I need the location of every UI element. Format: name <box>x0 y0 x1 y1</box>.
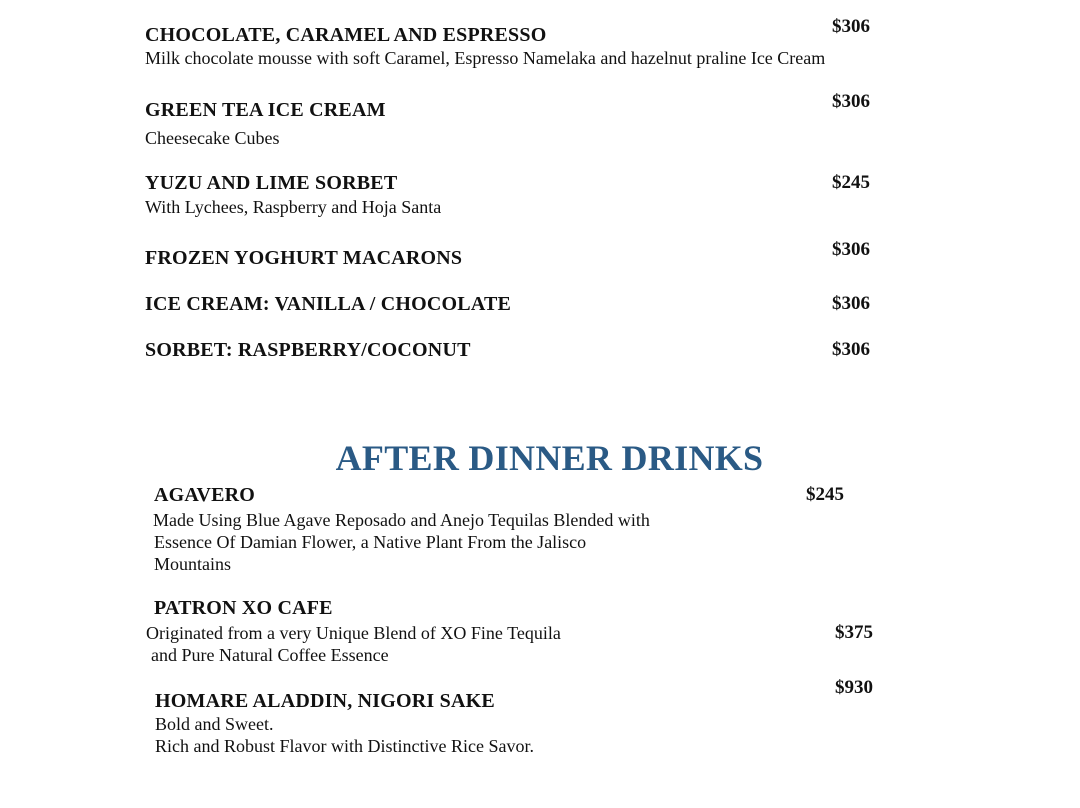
dessert-price: $306 <box>832 339 870 360</box>
dessert-name: SORBET: RASPBERRY/COCONUT <box>145 339 471 361</box>
drink-name: PATRON XO CAFE <box>154 597 333 619</box>
drink-price: $375 <box>835 622 873 643</box>
drink-description-line: Made Using Blue Agave Reposado and Anejo Tequilas Blended with <box>153 510 650 530</box>
dessert-price: $306 <box>832 16 870 37</box>
drink-name: AGAVERO <box>154 484 256 506</box>
dessert-name: YUZU AND LIME SORBET <box>145 172 398 194</box>
dessert-description: Milk chocolate mousse with soft Caramel, Espresso Namelaka and hazelnut praline Ice Cream <box>145 48 826 68</box>
drink-description-line: Mountains <box>154 554 232 574</box>
dessert-name: FROZEN YOGHURT MACARONS <box>145 247 463 269</box>
dessert-price: $306 <box>832 91 870 112</box>
drink-description-line: Rich and Robust Flavor with Distinctive Rice Savor. <box>155 736 534 756</box>
drink-price: $930 <box>835 677 873 698</box>
dessert-description: With Lychees, Raspberry and Hoja Santa <box>145 197 442 217</box>
drink-description-line: Bold and Sweet. <box>155 714 274 734</box>
dessert-price: $306 <box>832 239 870 260</box>
drink-name: HOMARE ALADDIN, NIGORI SAKE <box>155 690 495 712</box>
drink-description-line: Essence Of Damian Flower, a Native Plant From the Jalisco <box>154 532 587 552</box>
dessert-price: $245 <box>832 172 870 193</box>
drink-description-line: and Pure Natural Coffee Essence <box>151 645 389 665</box>
drink-description-line: Originated from a very Unique Blend of XO Fine Tequila <box>146 623 561 643</box>
dessert-price: $306 <box>832 293 870 314</box>
dessert-description: Cheesecake Cubes <box>145 128 280 148</box>
section-title: AFTER DINNER DRINKS <box>335 438 764 478</box>
dessert-name: GREEN TEA ICE CREAM <box>145 99 386 121</box>
drink-price: $245 <box>806 484 844 505</box>
dessert-name: CHOCOLATE, CARAMEL AND ESPRESSO <box>145 24 547 46</box>
dessert-name: ICE CREAM: VANILLA / CHOCOLATE <box>145 293 512 315</box>
